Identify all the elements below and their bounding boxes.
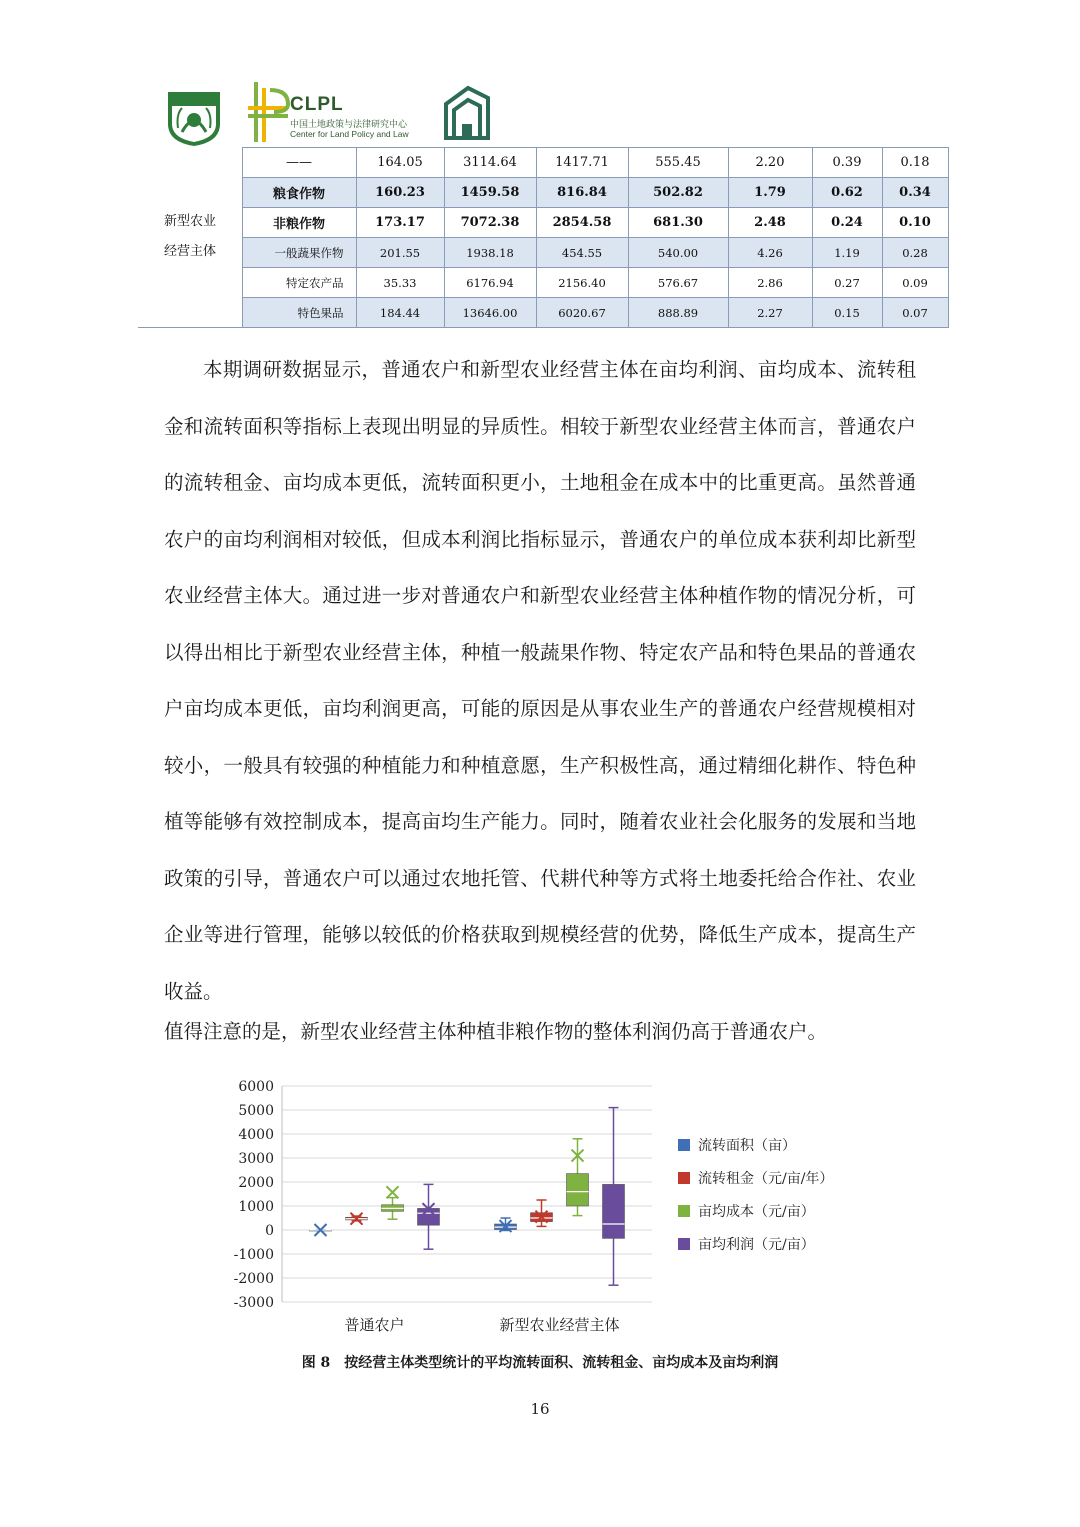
legend-swatch xyxy=(678,1139,690,1151)
clpl-chinese-name: 中国土地政策与法律研究中心 xyxy=(290,119,408,129)
table-cell: 4.26 xyxy=(728,238,812,268)
table-row xyxy=(138,178,948,208)
clpl-logo xyxy=(246,80,446,146)
legend-swatch xyxy=(678,1172,690,1184)
table-cell: 164.05 xyxy=(356,148,444,178)
table-row xyxy=(138,298,948,328)
y-tick-label: 6000 xyxy=(238,1079,274,1095)
y-tick-label: -2000 xyxy=(233,1271,274,1287)
table-cell: 540.00 xyxy=(628,238,728,268)
group-label-line2: 经营主体 xyxy=(164,244,217,260)
box xyxy=(603,1184,625,1238)
y-tick-label: 3000 xyxy=(238,1151,274,1167)
body-paragraph: 本期调研数据显示，普通农户和新型农业经营主体在亩均利润、亩均成本、流转租金和流转面积等指标上表现出明显的异质性。相较于新型农业经营主体而言，普通农户的流转租金、亩均成本更低，流转面积更小，土地租金在成本中的比重更高。虽然普通农户的亩均利润相对较低，但成本利润比指标显示，普通农户的单位成本获利却比新型农业经营主体大。通过进一步对普通农户和新型农业经营主体种植作物的情况分析，可以得出相比于新型农业经营主体，种植一般蔬果作物、特定农产品和特色果品的普通农户亩均成本更低，亩均利润更高，可能的原因是从事农业生产的普通农户经营规模相对较小，一般具有较强的种植能力和种植意愿，生产积极性高，通过精细化耕作、特色种植等能够有效控制成本，提高亩均生产能力。同时，随着农业社会化服务的发展和当地政策的引导，普通农户可以通过农地托管、代耕代种等方式将土地委托给合作社、农业企业等进行管理，能够以较低的价格获取到规模经营的优势，降低生产成本，提高生产收益。 xyxy=(164,358,916,1003)
table-row xyxy=(138,148,948,178)
y-tick-label: 1000 xyxy=(238,1199,274,1215)
table-cell: 555.45 xyxy=(628,148,728,178)
box xyxy=(567,1174,589,1206)
y-tick-label: 4000 xyxy=(238,1127,274,1143)
legend-swatch xyxy=(678,1238,690,1250)
box xyxy=(418,1208,440,1225)
page-number: 16 xyxy=(530,1400,550,1418)
table-cell: 1417.71 xyxy=(536,148,628,178)
legend-label: 亩均成本（元/亩） xyxy=(698,1204,815,1220)
legend-swatch xyxy=(678,1205,690,1217)
table-cell: 160.23 xyxy=(356,178,444,208)
row-label: 非粮作物 xyxy=(242,208,356,238)
table-cell: 0.34 xyxy=(882,178,948,208)
x-category-label: 新型农业经营主体 xyxy=(499,1316,620,1334)
figure-caption: 图 8 按经营主体类型统计的平均流转面积、流转租金、亩均成本及亩均利润 xyxy=(301,1355,779,1371)
data-table xyxy=(138,147,949,328)
header-logos xyxy=(162,80,522,150)
table-cell: 2.20 xyxy=(728,148,812,178)
table-cell: 173.17 xyxy=(356,208,444,238)
table-cell: 1459.58 xyxy=(444,178,536,208)
table-cell: 2.48 xyxy=(728,208,812,238)
table-row xyxy=(138,268,948,298)
table-cell: 1938.18 xyxy=(444,238,536,268)
x-category-label: 普通农户 xyxy=(344,1316,405,1334)
table-cell: 681.30 xyxy=(628,208,728,238)
group-label-line1: 新型农业 xyxy=(164,214,217,230)
table-cell: 201.55 xyxy=(356,238,444,268)
table-cell: 2.86 xyxy=(728,268,812,298)
university-seal-logo xyxy=(162,84,226,148)
body-paragraph-note: 值得注意的是，新型农业经营主体种植非粮作物的整体利润仍高于普通农户。 xyxy=(164,1020,828,1043)
y-tick-label: 0 xyxy=(265,1223,274,1239)
legend-label: 流转面积（亩） xyxy=(698,1138,796,1154)
table-cell: 35.33 xyxy=(356,268,444,298)
table-cell: 0.24 xyxy=(812,208,882,238)
table-cell: 454.55 xyxy=(536,238,628,268)
row-label: 粮食作物 xyxy=(242,178,356,208)
clpl-english-name: Center for Land Policy and Law xyxy=(290,129,409,139)
table-cell: 7072.38 xyxy=(444,208,536,238)
row-label: 一般蔬果作物 xyxy=(242,238,356,268)
table-cell: 502.82 xyxy=(628,178,728,208)
y-tick-label: 5000 xyxy=(238,1103,274,1119)
table-row xyxy=(138,208,948,238)
table-cell: 0.18 xyxy=(882,148,948,178)
building-logo xyxy=(444,84,490,140)
table-cell: 0.07 xyxy=(882,298,948,328)
table-cell: 1.19 xyxy=(812,238,882,268)
legend-label: 亩均利润（元/亩） xyxy=(698,1237,815,1253)
table-cell: 6176.94 xyxy=(444,268,536,298)
table-cell: 1.79 xyxy=(728,178,812,208)
table-cell: 6020.67 xyxy=(536,298,628,328)
table-cell: 3114.64 xyxy=(444,148,536,178)
table-cell: 0.10 xyxy=(882,208,948,238)
table-cell: 2.27 xyxy=(728,298,812,328)
row-label: —— xyxy=(242,148,356,178)
table-cell: 0.39 xyxy=(812,148,882,178)
table-cell: 816.84 xyxy=(536,178,628,208)
table-cell: 0.62 xyxy=(812,178,882,208)
y-tick-label: 2000 xyxy=(238,1175,274,1191)
table-cell: 13646.00 xyxy=(444,298,536,328)
legend-label: 流转租金（元/亩/年） xyxy=(698,1171,834,1187)
table-cell: 0.28 xyxy=(882,238,948,268)
row-label: 特色果品 xyxy=(242,298,356,328)
table-cell: 0.09 xyxy=(882,268,948,298)
table-cell: 2854.58 xyxy=(536,208,628,238)
table-cell: 888.89 xyxy=(628,298,728,328)
box-plot-chart xyxy=(210,1074,850,1346)
table-cell: 576.67 xyxy=(628,268,728,298)
table-row xyxy=(138,238,948,268)
y-tick-label: -3000 xyxy=(233,1295,274,1311)
table-cell: 2156.40 xyxy=(536,268,628,298)
y-tick-label: -1000 xyxy=(233,1247,274,1263)
row-label: 特定农产品 xyxy=(242,268,356,298)
table-cell: 0.27 xyxy=(812,268,882,298)
table-cell: 0.15 xyxy=(812,298,882,328)
table-cell: 184.44 xyxy=(356,298,444,328)
group-label xyxy=(138,148,242,328)
clpl-mark-icon xyxy=(246,80,290,146)
clpl-title: CLPL xyxy=(290,94,344,115)
